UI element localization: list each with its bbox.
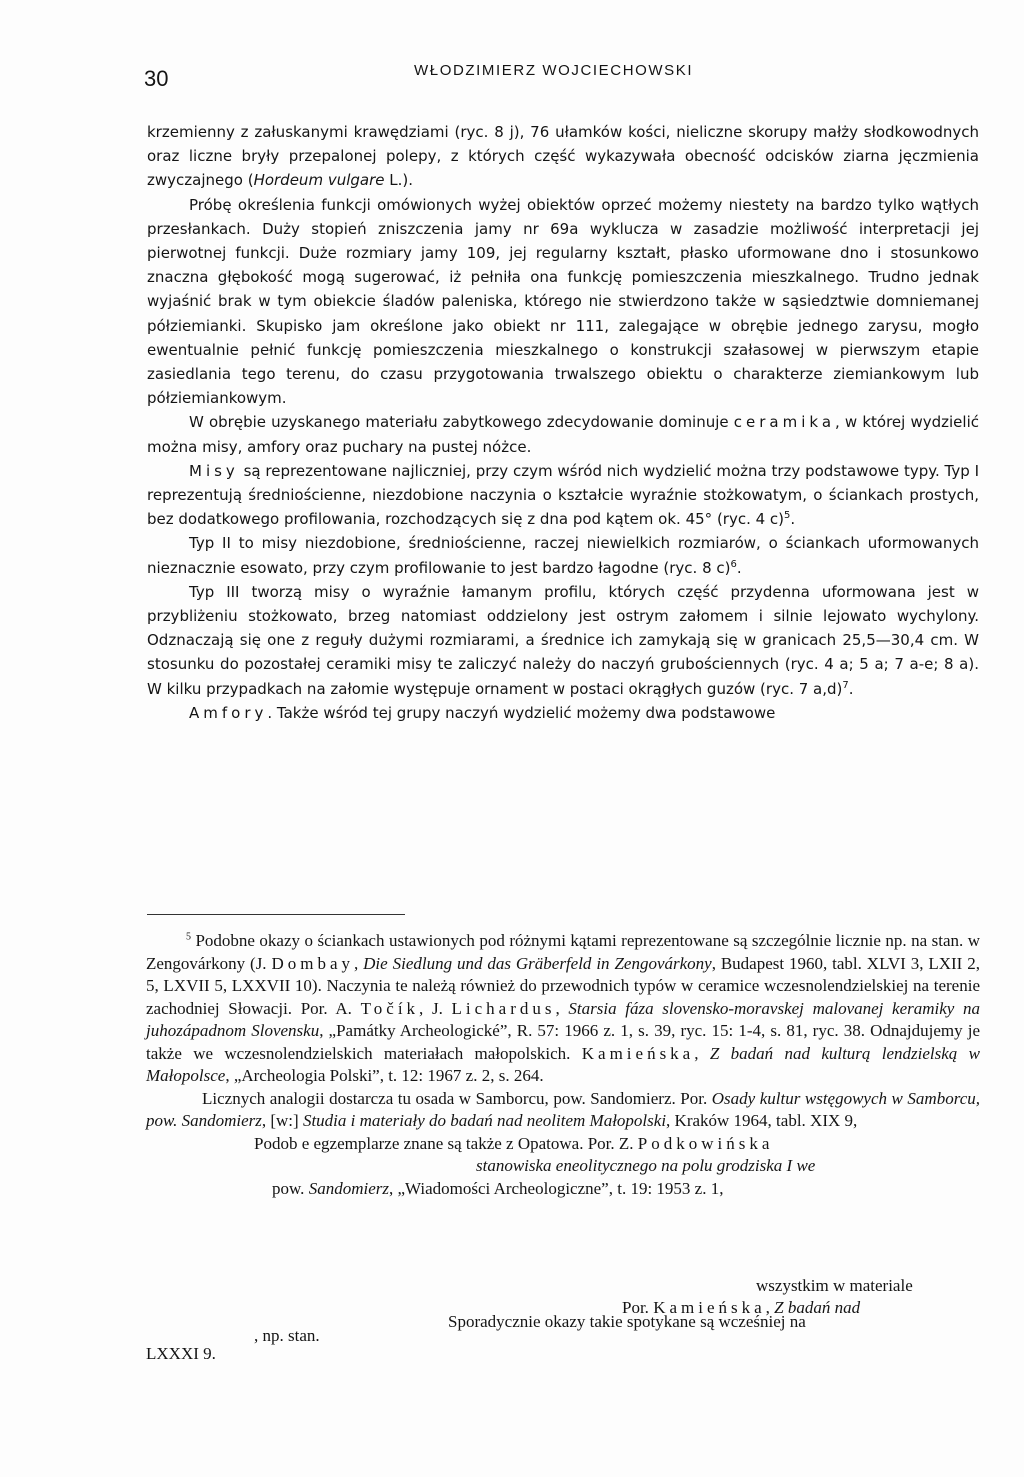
footnote-5 xyxy=(146,930,980,1088)
text-span: . xyxy=(848,679,854,698)
title-italic: Osady kultur wstęgowych w Samborcu, pow. Sandomierz xyxy=(146,1088,980,1130)
text-span: , xyxy=(694,1043,710,1063)
title-italic: Sandomierz xyxy=(308,1178,389,1198)
footnote-number: 5 xyxy=(186,931,191,943)
footnotes xyxy=(146,930,980,1200)
paragraph-5 xyxy=(147,531,979,579)
paragraph-7 xyxy=(147,701,979,725)
main-text xyxy=(147,120,979,725)
text-span: , „Archeologia Polski”, t. 12: 1967 z. 2, s. 264. xyxy=(225,1066,544,1085)
taxon-name: Hordeum vulgare xyxy=(253,171,385,190)
author-name: Podkowińska xyxy=(637,1133,774,1153)
footnote-7-source xyxy=(146,1178,980,1201)
footnote-fragment: wszystkim w materiale xyxy=(756,1276,913,1295)
footnote-ref: 6 xyxy=(730,558,737,570)
text-span: . xyxy=(790,510,796,529)
title-italic: Z badań nad kulturą lendzielską w Małopolsce xyxy=(146,1043,980,1085)
paragraph-4 xyxy=(147,459,979,532)
text-span: , xyxy=(765,1298,775,1317)
title-italic: Z badań nad xyxy=(774,1298,861,1317)
author-name: Lichardus xyxy=(451,998,556,1018)
paragraph-1 xyxy=(147,120,979,193)
author-name: Dombay xyxy=(271,953,354,973)
text-span: Typ II to misy niezdobione, średniościenne, raczej niewielkich rozmiarów, o ściankach uformowanych nieznacznie esowato, przy czym profilowanie to jest bardzo łagodne (ryc. 8 c) xyxy=(147,534,979,577)
text-span: , „Wiadomości Archeologiczne”, t. 19: 1953 z. 1, xyxy=(388,1178,724,1198)
title-italic: Studia i materiały do badań nad neolitem Małopolski xyxy=(302,1111,667,1130)
footnote-6 xyxy=(146,1088,980,1133)
author-name: Kamieńska xyxy=(581,1043,695,1063)
text-span: , xyxy=(555,998,569,1018)
footnote-7-title xyxy=(146,1155,980,1178)
text-span: , „Památky Archeologické”, R. 57: 1966 z. 1, s. 39, ryc. 15: 1-4, s. 81, ryc. 38. Odnajdujemy je także we wczesnolendzielskich materiałach małopolskich. xyxy=(146,1021,981,1063)
footnote-fragment: Sporadycznie okazy takie spotykane są wcześniej na xyxy=(448,1312,806,1331)
spaced-term: Amfory xyxy=(189,703,268,722)
text-span: , J. xyxy=(419,998,452,1018)
text-span: Por. xyxy=(622,1298,654,1317)
spaced-term: ceramika xyxy=(733,413,836,432)
text-span: , Budapest 1960, tabl. XLVI 3, LXII 2, 5, LXVII 5, LXXVII 10). Naczynia te należą również do przewodnich typów w ceramice wczesnolendzielskiej na terenie zachodniej Słowacji. Por. A. xyxy=(146,953,980,1018)
text-span: W obrębie uzyskanego materiału zabytkowego zdecydowanie dominuje xyxy=(189,413,734,432)
footnote-ref: 7 xyxy=(842,679,849,691)
running-head: WŁODZIMIERZ WOJCIECHOWSKI xyxy=(414,62,694,79)
text-span: L.). xyxy=(384,171,413,190)
text-span: są reprezentowane najliczniej, przy czym wśród nich wydzielić można trzy podstawowe typy. Typ I reprezentują średniościenne, niezdobione naczynia o kształcie wyraźnie stożkowatym, o ściankach prostych, bez dodatkowego profilowania, rozchodzących się z dna pod kątem ok. 45° (ryc. 4 c) xyxy=(147,461,979,529)
footnote-7 xyxy=(146,1133,980,1156)
text-span: , [w:] xyxy=(261,1111,303,1130)
footnote-divider xyxy=(147,914,405,915)
text-span: . Także wśród tej grupy naczyń wydzielić możemy dwa podstawowe xyxy=(267,703,776,722)
text-span: krzemienny z załuskanymi krawędziami (ryc. 8 j), 76 ułamków kości, nieliczne skorupy małży słodkowodnych oraz liczne bryły przepalonej polepy, z których część wykazywała obecność odcisków ziarna jęczmienia zwyczajnego ( xyxy=(147,123,979,190)
spaced-term: Misy xyxy=(189,461,239,480)
text-span: Licznych analogii dostarcza tu osada w Samborcu, pow. Sandomierz. Por. xyxy=(202,1088,712,1108)
title-italic: stanowiska eneolitycznego na polu grodziska I we xyxy=(476,1156,816,1175)
footnote-fragment: LXXXI 9. xyxy=(146,1344,216,1363)
text-span: Typ III tworzą misy o wyraźnie łamanym profilu, których część przydenna uformowana jest w przybliżeniu stożkowato, brzeg natomiast oddzielony jest ostrym załomem i silnie lejowato wychylony. Odznaczają się one z reguły dużymi rozmiarami, a średnice ich zamykają się w granicach 25,5—30,4 cm. W stosunku do pozostałej ceramiki misy te zaliczyć należy do naczyń grubościennych (ryc. 4 a; 5 a; 7 a-e; 8 a). W kilku przypadkach na załomie występuje ornament w postaci okrągłych guzów (ryc. 7 a,d) xyxy=(147,582,979,698)
author-name: Kamieńska xyxy=(653,1298,766,1317)
text-span: Podobne okazy o ściankach ustawionych pod różnymi kątami reprezentowane są szczególnie licznie np. na stan. w Zengovárkony (J. xyxy=(146,931,980,973)
paragraph-3 xyxy=(147,410,979,458)
paragraph-2: Próbę określenia funkcji omówionych wyżej obiektów oprzeć możemy niestety na bardzo tylko wątłych przesłankach. Duży stopień zniszczenia jamy nr 69a wyklucza w zasadzie możliwość interpretacji jej pierwotnej funkcji. Duże rozmiary jamy 109, jej regularny kształt, płasko uformowane dno i stosunkowo znaczna głębokość mogą sugerować, iż pełniła ona funkcję pomieszczenia mieszkalnego. Trudno jednak wyjaśnić brak w tym obiekcie śladów paleniska, którego nie stwierdzono także w sąsiedztwie domniemanej półziemianki. Skupisko jam określone jako obiekt nr 111, zalegające w obrębie jednego zarysu, mogło ewentualnie pełnić funkcję pomieszczenia mieszkalnego o konstrukcji szałasowej w pierwszym etapie zasiedlania tego terenu, do czasu przygotowania trwalszego obiektu o charakterze ziemiankowym lub półziemiankowym. xyxy=(147,195,979,408)
text-span: Podob e egzemplarze znane są także z Opatowa. Por. Z. xyxy=(254,1133,638,1153)
author-name: Točík xyxy=(360,998,420,1018)
footnote-ref: 5 xyxy=(784,510,791,522)
text-span: , Kraków 1964, tabl. XIX 9, xyxy=(666,1111,858,1130)
text-span: pow. xyxy=(272,1178,309,1198)
page-number: 30 xyxy=(144,66,169,91)
text-span: . xyxy=(736,558,742,577)
title-italic: Starsia fáza slovensko-moravskej malovanej keramiky na juhozápadnom Slovensku xyxy=(146,998,981,1040)
text-span: , xyxy=(354,953,364,973)
paragraph-6 xyxy=(147,580,979,701)
footnote-fragment: , np. stan. xyxy=(254,1326,320,1345)
text-span: , w której wydzielić można misy, amfory oraz puchary na pustej nóżce. xyxy=(147,413,979,456)
title-italic: Die Siedlung und das Gräberfeld in Zengovárkony xyxy=(363,953,712,973)
